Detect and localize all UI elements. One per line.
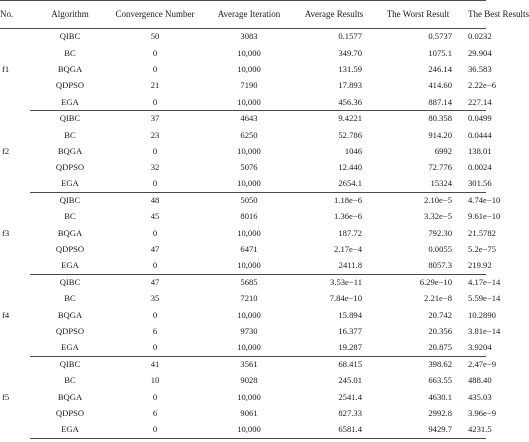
iteration-cell: 7210 xyxy=(240,293,258,304)
algorithm-cell: QDPSO xyxy=(55,244,85,255)
algorithm-cell: QIBC xyxy=(59,277,81,288)
average-cell: 2541.4 xyxy=(338,391,362,402)
average-cell: 827.33 xyxy=(338,408,362,419)
table-row xyxy=(0,176,486,192)
worst-cell: 20.356 xyxy=(428,326,452,337)
algorithm-cell: EGA xyxy=(30,340,110,356)
average-cell: 15.894 xyxy=(338,309,362,320)
table-row xyxy=(0,340,486,356)
worst-cell: 80.358 xyxy=(428,113,452,124)
table-row xyxy=(0,373,486,389)
function-label: f4 xyxy=(2,309,10,320)
worst-cell: 9429.7 xyxy=(370,422,466,438)
average-cell: 131.59 xyxy=(338,63,362,74)
table-row xyxy=(0,209,486,225)
best-cell: 301.56 xyxy=(466,176,486,192)
best-cell: 4231.5 xyxy=(466,422,486,438)
table-row xyxy=(0,45,486,61)
worst-cell: 2.10e−5 xyxy=(424,195,452,206)
table-row xyxy=(0,324,486,340)
average-cell: 19.287 xyxy=(298,340,370,356)
header-algorithm: Algorithm xyxy=(30,1,110,29)
worst-cell: 2.21e−8 xyxy=(424,293,452,304)
algorithm-cell: BQGA xyxy=(57,145,83,156)
convergence-cell: 0 xyxy=(110,258,200,274)
best-cell: 3.81e−14 xyxy=(468,326,501,337)
best-cell: 2.22e−6 xyxy=(468,80,496,91)
convergence-cell: 48 xyxy=(150,195,160,206)
best-cell: 0.0444 xyxy=(468,129,492,140)
algorithm-cell: BC xyxy=(64,211,76,222)
header-worst-result: The Worst Result xyxy=(370,1,466,29)
convergence-cell: 0 xyxy=(110,422,200,438)
algorithm-cell: QDPSO xyxy=(55,80,85,91)
algorithm-cell: QIBC xyxy=(59,31,81,42)
table-row xyxy=(0,160,486,176)
algorithm-cell: BC xyxy=(64,293,76,304)
convergence-cell: 0 xyxy=(110,94,200,110)
function-label: f2 xyxy=(2,145,10,156)
worst-cell: 663.55 xyxy=(428,375,452,386)
algorithm-cell: QDPSO xyxy=(55,326,85,337)
iteration-cell: 5685 xyxy=(240,277,258,288)
iteration-cell: 5050 xyxy=(240,195,258,206)
iteration-cell: 10,000 xyxy=(237,309,261,320)
average-cell: 1046 xyxy=(344,145,362,156)
best-cell: 36.583 xyxy=(468,63,492,74)
worst-cell: 6992 xyxy=(434,145,452,156)
table-row xyxy=(0,307,486,323)
algorithm-cell: BC xyxy=(64,47,76,58)
algorithm-cell: EGA xyxy=(30,258,110,274)
algorithm-cell: BQGA xyxy=(57,63,83,74)
algorithm-cell: QIBC xyxy=(59,195,81,206)
convergence-cell: 6 xyxy=(152,408,158,419)
table-row xyxy=(0,94,486,110)
best-cell: 0.0024 xyxy=(468,162,492,173)
average-cell: 2.17e−4 xyxy=(334,244,362,255)
best-cell: 0.0232 xyxy=(468,31,492,42)
average-cell: 456.36 xyxy=(298,94,370,110)
best-cell: 138.01 xyxy=(468,145,492,156)
header-convergence-number: Convergence Number xyxy=(110,1,200,29)
worst-cell: 15324 xyxy=(370,176,466,192)
convergence-cell: 0 xyxy=(152,391,158,402)
worst-cell: 398.62 xyxy=(428,359,452,370)
convergence-cell: 0 xyxy=(152,227,158,238)
iteration-cell: 9061 xyxy=(240,408,258,419)
table-row xyxy=(0,258,486,274)
convergence-cell: 32 xyxy=(150,162,160,173)
table-row xyxy=(0,274,486,290)
convergence-cell: 0 xyxy=(110,176,200,192)
table-row xyxy=(0,242,486,258)
best-cell: 435.03 xyxy=(468,391,492,402)
algorithm-cell: BC xyxy=(64,375,76,386)
iteration-cell: 4643 xyxy=(240,113,258,124)
iteration-cell: 3083 xyxy=(240,31,258,42)
algorithm-cell: QDPSO xyxy=(55,162,85,173)
average-cell: 1.18e−6 xyxy=(334,195,362,206)
convergence-cell: 45 xyxy=(150,211,160,222)
algorithm-cell: BQGA xyxy=(57,227,83,238)
iteration-cell: 9730 xyxy=(240,326,258,337)
convergence-cell: 6 xyxy=(152,326,158,337)
iteration-cell: 3561 xyxy=(240,359,258,370)
best-cell: 5.59e−14 xyxy=(468,293,501,304)
best-cell: 5.2e−75 xyxy=(468,244,496,255)
function-label: f5 xyxy=(2,391,10,402)
header-row xyxy=(0,1,486,29)
average-cell: 2411.8 xyxy=(298,258,370,274)
convergence-cell: 37 xyxy=(150,113,160,124)
worst-cell: 8057.3 xyxy=(370,258,466,274)
convergence-cell: 47 xyxy=(150,277,160,288)
worst-cell: 6.29e−10 xyxy=(419,277,452,288)
best-cell: 219.92 xyxy=(466,258,486,274)
table-row xyxy=(0,29,486,45)
table-row xyxy=(0,110,486,126)
header-best-results: The Best Results xyxy=(466,1,486,29)
iteration-cell: 10,000 xyxy=(200,422,298,438)
convergence-cell: 10 xyxy=(150,375,160,386)
average-cell: 349.70 xyxy=(338,47,362,58)
table-row xyxy=(0,192,486,208)
average-cell: 245.01 xyxy=(338,375,362,386)
average-cell: 68.415 xyxy=(338,359,362,370)
worst-cell: 2992.8 xyxy=(428,408,452,419)
worst-cell: 0.5737 xyxy=(428,31,452,42)
average-cell: 9.4221 xyxy=(338,113,362,124)
table-row xyxy=(0,225,486,241)
average-cell: 1.36e−6 xyxy=(334,211,362,222)
iteration-cell: 8016 xyxy=(240,211,258,222)
header-average-iteration: Average Iteration xyxy=(200,1,298,29)
best-cell: 21.5782 xyxy=(468,227,496,238)
algorithm-cell: EGA xyxy=(30,422,110,438)
algorithm-cell: EGA xyxy=(30,176,110,192)
convergence-cell: 0 xyxy=(110,340,200,356)
average-cell: 16.377 xyxy=(338,326,362,337)
iteration-cell: 6471 xyxy=(240,244,258,255)
iteration-cell: 10,000 xyxy=(237,145,261,156)
average-cell: 2654.1 xyxy=(298,176,370,192)
worst-cell: 792.30 xyxy=(428,227,452,238)
worst-cell: 914.20 xyxy=(428,129,452,140)
best-cell: 4.74e−10 xyxy=(468,195,501,206)
worst-cell: 1075.1 xyxy=(428,47,452,58)
iteration-cell: 10,000 xyxy=(237,391,261,402)
iteration-cell: 9028 xyxy=(240,375,258,386)
best-cell: 227.14 xyxy=(466,94,486,110)
average-cell: 7.84e−10 xyxy=(329,293,362,304)
average-cell: 3.53e−11 xyxy=(330,277,362,288)
worst-cell: 20.742 xyxy=(428,309,452,320)
table-row xyxy=(0,61,486,77)
average-cell: 187.72 xyxy=(338,227,362,238)
best-cell: 3.9204 xyxy=(466,340,486,356)
algorithm-cell: QDPSO xyxy=(55,408,85,419)
algorithm-cell: EGA xyxy=(30,94,110,110)
convergence-cell: 35 xyxy=(150,293,160,304)
algorithm-cell: BQGA xyxy=(57,309,83,320)
header-no: No. xyxy=(0,1,30,29)
best-cell: 29.904 xyxy=(468,47,492,58)
table-row xyxy=(0,291,486,307)
convergence-cell: 23 xyxy=(150,129,160,140)
table-row xyxy=(0,389,486,405)
best-cell: 3.96e−9 xyxy=(468,408,496,419)
worst-cell: 72.776 xyxy=(428,162,452,173)
iteration-cell: 6250 xyxy=(240,129,258,140)
convergence-cell: 21 xyxy=(150,80,160,91)
average-cell: 0.1577 xyxy=(338,31,362,42)
average-cell: 52.786 xyxy=(338,129,362,140)
best-cell: 2.47e−9 xyxy=(468,359,496,370)
table-row xyxy=(0,143,486,159)
iteration-cell: 10,000 xyxy=(237,47,261,58)
iteration-cell: 10,000 xyxy=(200,340,298,356)
worst-cell: 20.875 xyxy=(370,340,466,356)
worst-cell: 414.60 xyxy=(428,80,452,91)
algorithm-cell: QIBC xyxy=(59,359,81,370)
best-cell: 4.17e−14 xyxy=(468,277,501,288)
best-cell: 9.61e−10 xyxy=(468,211,501,222)
table-row xyxy=(0,422,486,438)
function-label: f1 xyxy=(2,64,10,75)
table-row xyxy=(0,356,486,372)
convergence-cell: 50 xyxy=(150,31,160,42)
convergence-cell: 0 xyxy=(152,145,158,156)
iteration-cell: 7190 xyxy=(240,80,258,91)
convergence-cell: 0 xyxy=(152,309,158,320)
algorithm-cell: BQGA xyxy=(57,391,83,402)
average-cell: 17.893 xyxy=(338,80,362,91)
header-average-results: Average Results xyxy=(298,1,370,29)
table-row xyxy=(0,127,486,143)
iteration-cell: 5076 xyxy=(240,162,258,173)
iteration-cell: 10,000 xyxy=(200,258,298,274)
best-cell: 0.0499 xyxy=(468,113,492,124)
worst-cell: 887.14 xyxy=(370,94,466,110)
worst-cell: 246.14 xyxy=(428,63,452,74)
average-cell: 12.440 xyxy=(338,162,362,173)
iteration-cell: 10,000 xyxy=(237,227,261,238)
best-cell: 10.2890 xyxy=(468,309,496,320)
table-body xyxy=(0,29,501,439)
table-header xyxy=(0,1,529,29)
convergence-cell: 41 xyxy=(150,359,160,370)
average-cell: 6581.4 xyxy=(298,422,370,438)
iteration-cell: 10,000 xyxy=(200,94,298,110)
convergence-cell: 0 xyxy=(152,47,158,58)
worst-cell: 4630.1 xyxy=(428,391,452,402)
convergence-cell: 0 xyxy=(152,63,158,74)
table-row xyxy=(0,78,486,94)
best-cell: 488.40 xyxy=(468,375,492,386)
worst-cell: 3.32e−5 xyxy=(424,211,452,222)
iteration-cell: 10,000 xyxy=(200,176,298,192)
worst-cell: 0.0055 xyxy=(428,244,452,255)
algorithm-cell: QIBC xyxy=(59,113,81,124)
table-row xyxy=(0,405,486,421)
iteration-cell: 10,000 xyxy=(237,63,261,74)
convergence-cell: 47 xyxy=(150,244,160,255)
function-label: f3 xyxy=(2,227,10,238)
algorithm-cell: BC xyxy=(64,129,76,140)
